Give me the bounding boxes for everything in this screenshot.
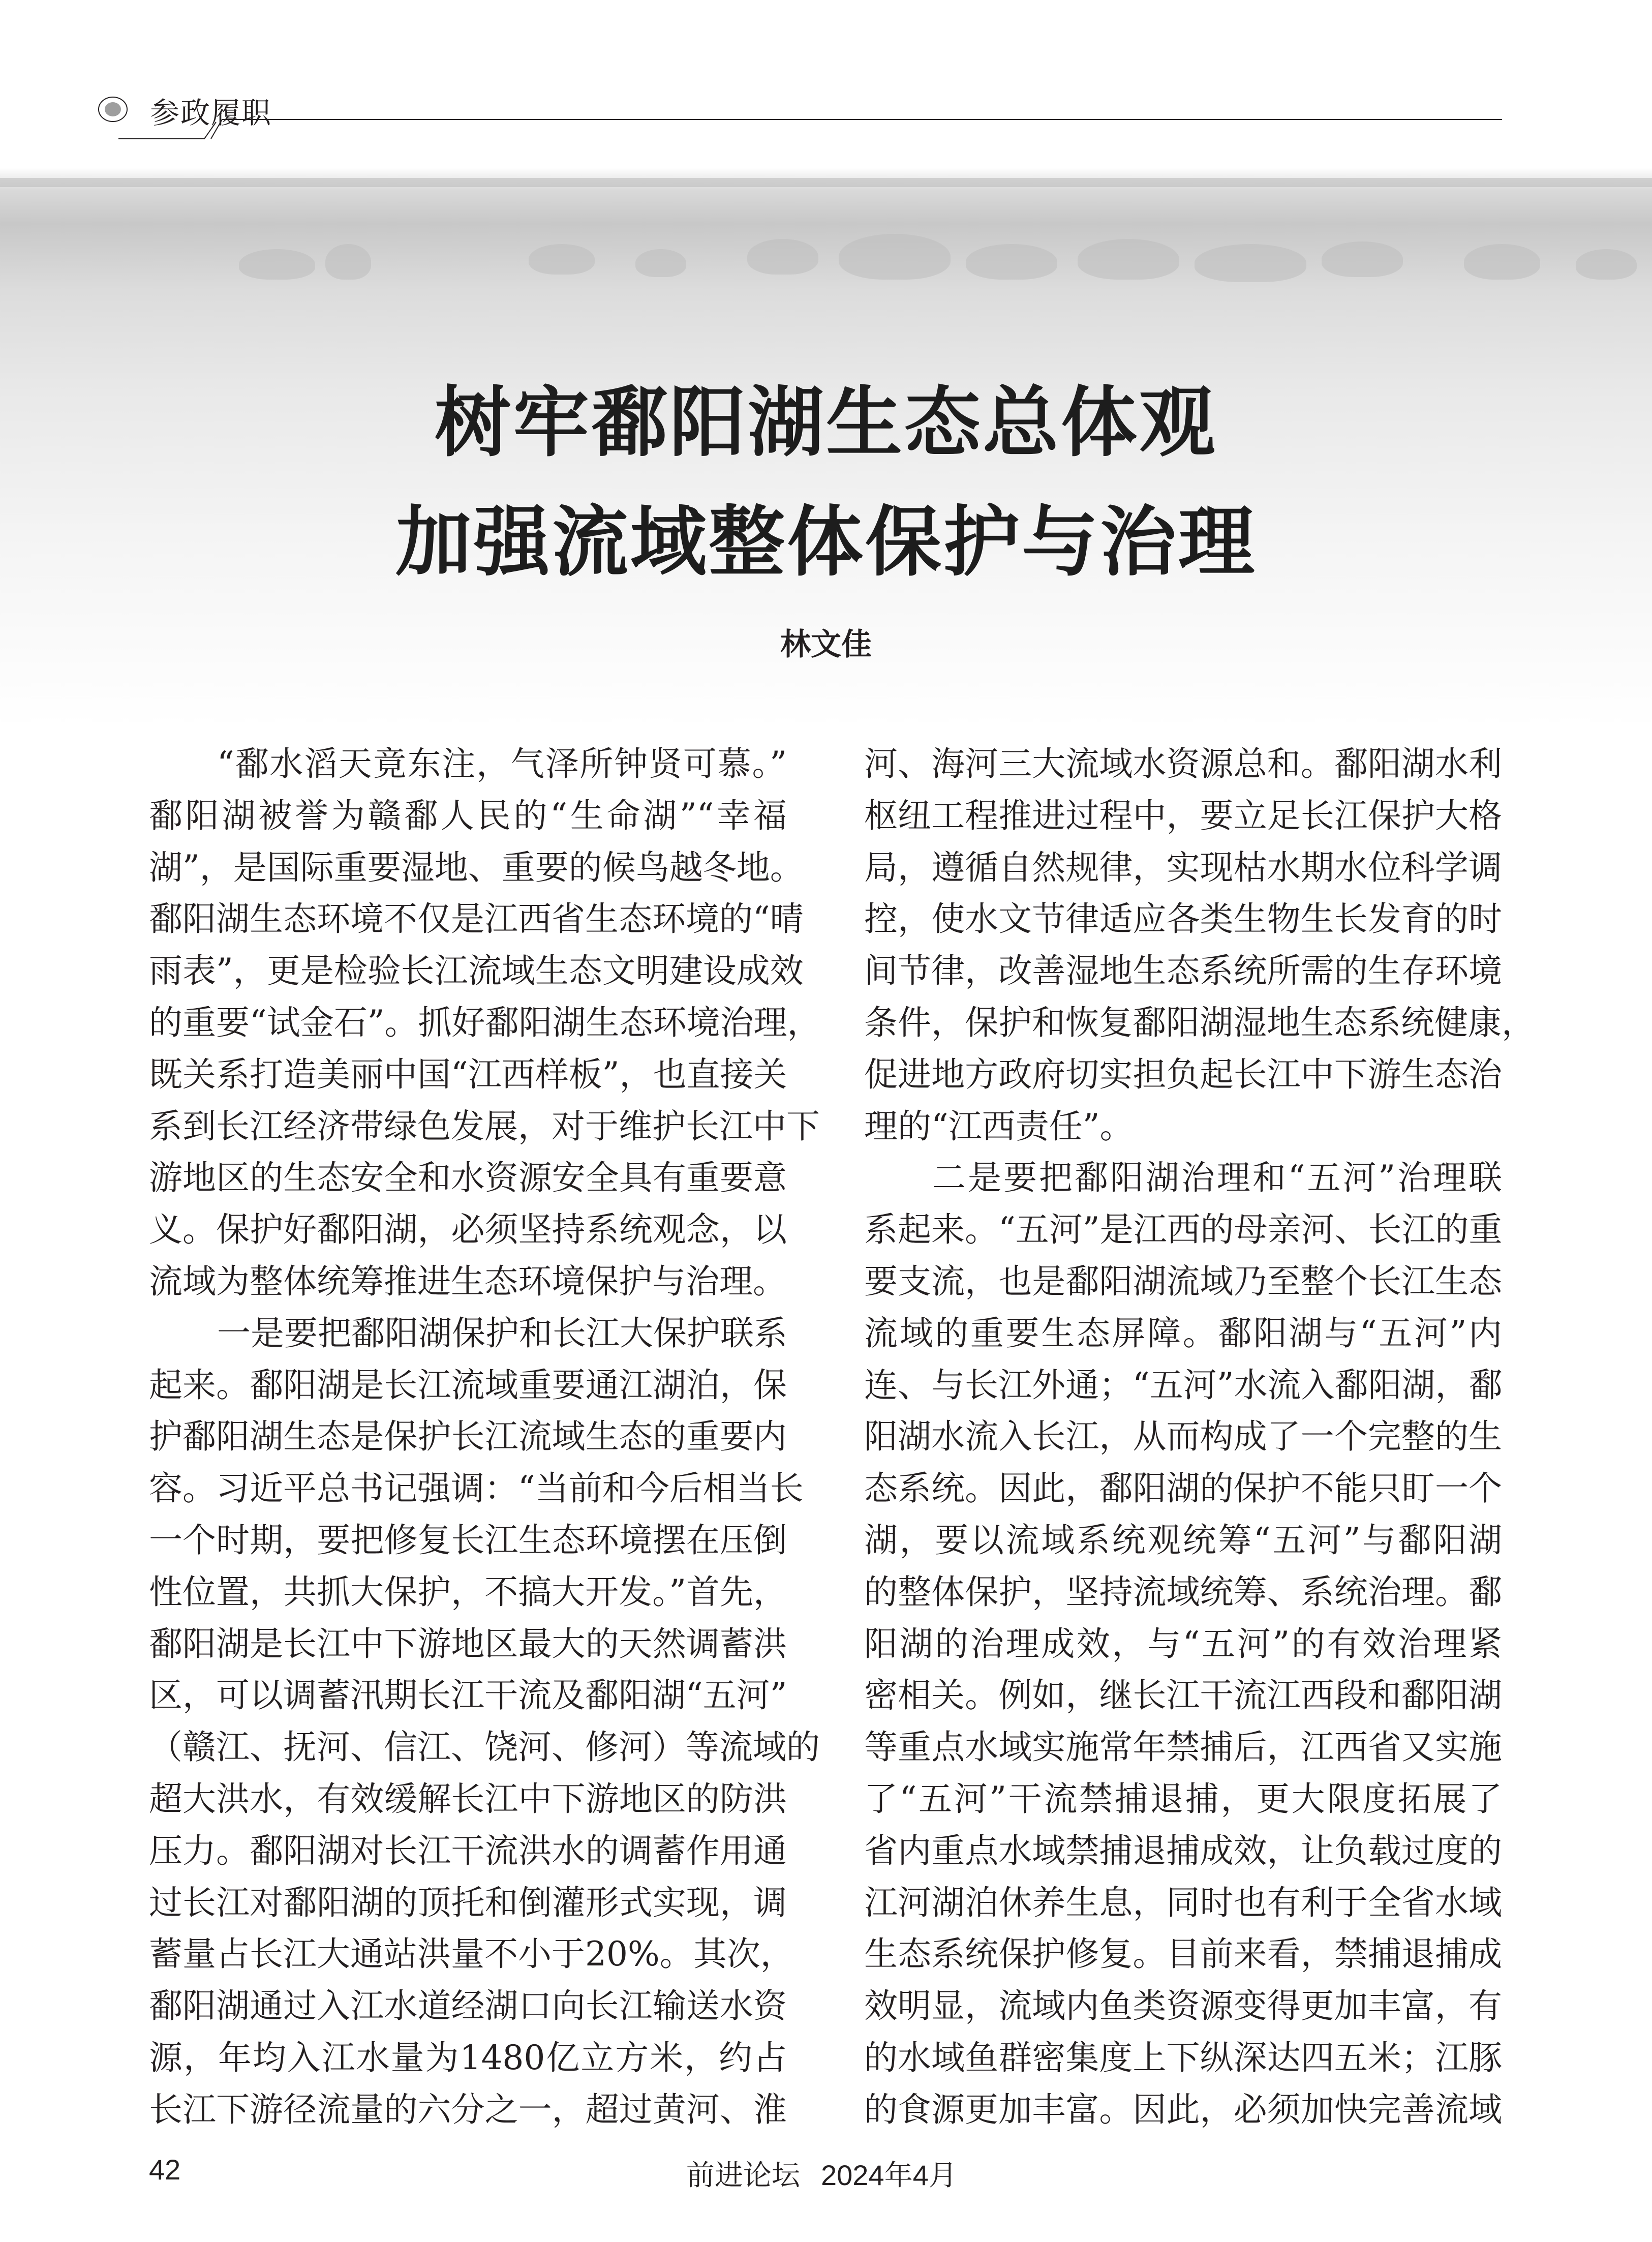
text-line: 湖”，是国际重要湿地、重要的候鸟越冬地。: [149, 847, 804, 887]
text-line: 流域的重要生态屏障。鄱阳湖与“五河”内: [864, 1313, 1502, 1353]
text-line: 江河湖泊休养生息，同时也有利于全省水域: [864, 1883, 1502, 1922]
text-line: 系起来。“五河”是江西的母亲河、长江的重: [864, 1210, 1503, 1250]
text-line: “鄱水滔天竟东注，气泽所钟贤可慕。”: [217, 744, 787, 783]
photo-horizon: [0, 178, 1652, 187]
bird-silhouette: [839, 234, 951, 280]
text-line: 等重点水域实施常年禁捕后，江西省又实施: [864, 1728, 1502, 1767]
text-line: 一是要把鄱阳湖保护和长江大保护联系: [217, 1313, 787, 1353]
bird-silhouette: [529, 244, 595, 275]
text-line: 流域为整体统筹推进生态环境保护与治理。: [149, 1261, 786, 1301]
text-line: 了“五河”干流禁捕退捕，更大限度拓展了: [864, 1779, 1502, 1819]
bird-silhouette: [1322, 241, 1403, 277]
text-line: 系到长江经济带绿色发展，对于维护长江中下: [149, 1106, 820, 1146]
body-column-left: [149, 738, 821, 2136]
text-line: 省内重点水域禁捕退捕成效，让负载过度的: [864, 1831, 1502, 1870]
text-line: 间节律，改善湿地生态系统所需的生存环境: [864, 951, 1502, 991]
text-line: 的整体保护，坚持流域统筹、系统治理。鄱: [864, 1572, 1502, 1612]
text-line: 游地区的生态安全和水资源安全具有重要意: [149, 1158, 787, 1198]
page-number: 42: [149, 2154, 181, 2186]
text-line: 蓄量占长江大通站洪量不小于20%。其次，: [149, 1934, 794, 1974]
text-line: 的食源更加丰富。因此，必须加快完善流域: [864, 2089, 1502, 2129]
text-line: 性位置，共抓大保护，不搞大开发。”首先，: [149, 1572, 787, 1612]
text-line: 过长江对鄱阳湖的顶托和倒灌形式实现，调: [149, 1883, 787, 1922]
text-line: 的水域鱼群密集度上下纵深达四五米；江豚: [864, 2038, 1502, 2077]
text-line: （赣江、抚河、信江、饶河、修河）等流域的: [149, 1728, 820, 1767]
text-line: 义。保护好鄱阳湖，必须坚持系统观念，以: [149, 1210, 787, 1250]
text-line: 条件，保护和恢复鄱阳湖湿地生态系统健康，: [864, 1003, 1535, 1042]
text-line: 连、与长江外通；“五河”水流入鄱阳湖，鄱: [864, 1365, 1503, 1405]
article-title-line-2: 加强流域整体保护与治理: [395, 498, 1257, 587]
text-line: 态系统。因此，鄱阳湖的保护不能只盯一个: [864, 1469, 1502, 1508]
text-line: 鄱阳湖生态环境不仅是江西省生态环境的“晴: [149, 899, 804, 939]
text-line: 生态系统保护修复。目前来看，禁捕退捕成: [864, 1934, 1502, 1974]
text-line: 密相关。例如，继长江干流江西段和鄱阳湖: [864, 1676, 1502, 1715]
section-label: 参政履职: [150, 96, 272, 130]
text-line: 雨表”，更是检验长江流域生态文明建设成效: [149, 951, 804, 991]
bird-silhouette: [1464, 244, 1540, 280]
author-name: 林文佳: [780, 627, 872, 662]
text-line: 起来。鄱阳湖是长江流域重要通江湖泊，保: [149, 1365, 787, 1405]
article-title-line-1: 树牢鄱阳湖生态总体观: [434, 379, 1217, 467]
text-line: 的重要“试金石”。抓好鄱阳湖生态环境治理，: [149, 1003, 821, 1042]
bird-silhouette: [1078, 239, 1179, 280]
bird-silhouette: [325, 244, 371, 280]
text-line: 容。习近平总书记强调：“当前和今后相当长: [149, 1469, 804, 1508]
journal-name: 前进论坛: [686, 2159, 800, 2191]
text-line: 长江下游径流量的六分之一，超过黄河、淮: [149, 2089, 787, 2129]
text-line: 鄱阳湖是长江中下游地区最大的天然调蓄洪: [149, 1624, 787, 1663]
text-line: 源，年均入江水量为1480亿立方米，约占: [149, 2038, 787, 2077]
text-line: 阳湖的治理成效，与“五河”的有效治理紧: [864, 1624, 1502, 1663]
text-line: 既关系打造美丽中国“江西样板”，也直接关: [149, 1054, 787, 1094]
text-line: 阳湖水流入长江，从而构成了一个完整的生: [864, 1417, 1502, 1457]
text-line: 促进地方政府切实担负起长江中下游生态治: [864, 1054, 1502, 1094]
text-line: 河、海河三大流域水资源总和。鄱阳湖水利: [864, 744, 1502, 783]
bird-silhouette: [747, 239, 818, 275]
section-bullet-icon: [0, 0, 1652, 163]
text-line: 枢纽工程推进过程中，要立足长江保护大格: [864, 796, 1502, 835]
text-line: 鄱阳湖被誉为赣鄱人民的“生命湖”“幸福: [149, 796, 787, 835]
text-line: 控，使水文节律适应各类生物生长发育的时: [864, 899, 1502, 939]
text-line: 超大洪水，有效缓解长江中下游地区的防洪: [149, 1779, 787, 1819]
bird-silhouette: [1195, 244, 1306, 282]
text-line: 理的“江西责任”。: [864, 1106, 1134, 1146]
text-line: 效明显，流域内鱼类资源变得更加丰富，有: [864, 1986, 1502, 2026]
bird-silhouette: [635, 249, 686, 277]
text-line: 区，可以调蓄汛期长江干流及鄱阳湖“五河”: [149, 1676, 787, 1715]
bird-silhouette: [1576, 249, 1637, 280]
text-line: 二是要把鄱阳湖治理和“五河”治理联: [932, 1158, 1502, 1198]
bird-silhouette: [239, 249, 315, 280]
text-line: 压力。鄱阳湖对长江干流洪水的调蓄作用通: [149, 1831, 787, 1870]
issue-date: 2024年4月: [821, 2159, 957, 2191]
text-line: 一个时期，要把修复长江生态环境摆在压倒: [149, 1520, 787, 1560]
text-line: 湖，要以流域系统观统筹“五河”与鄱阳湖: [864, 1520, 1502, 1560]
text-line: 局，遵循自然规律，实现枯水期水位科学调: [864, 847, 1502, 887]
text-line: 要支流，也是鄱阳湖流域乃至整个长江生态: [864, 1261, 1502, 1301]
bird-silhouette: [966, 244, 1057, 280]
body-column-right: [864, 738, 1535, 2136]
text-line: 护鄱阳湖生态是保护长江流域生态的重要内: [149, 1417, 787, 1457]
section-header: [0, 0, 1652, 130]
text-line: 鄱阳湖通过入江水道经湖口向长江输送水资: [149, 1986, 787, 2026]
